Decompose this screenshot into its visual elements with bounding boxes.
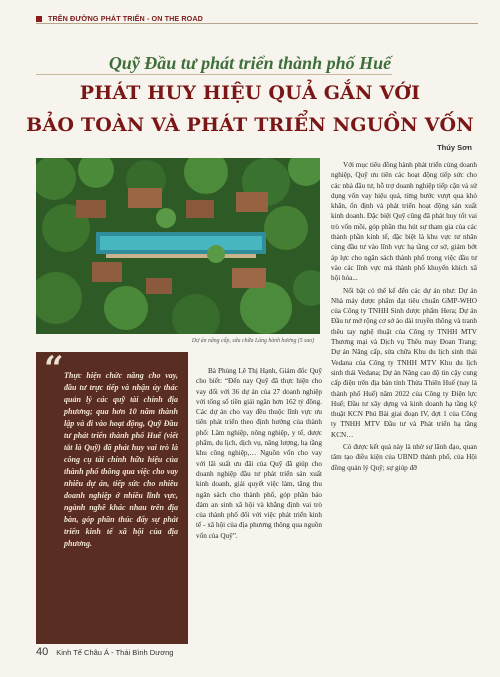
article-kicker: Quỹ Đầu tư phát triển thành phố Huế bbox=[108, 53, 392, 73]
quote-mark-icon: “ bbox=[44, 349, 64, 389]
headline-line-2: BẢO TOÀN VÀ PHÁT TRIỂN NGUỒN VỐN bbox=[26, 114, 474, 136]
body-column-middle: Bà Phùng Lê Thị Hạnh, Giám đốc Quỹ cho biết: “Đến nay Quỹ đã thực hiện cho vay đối với 36 dự án của 27 doanh nghiệp với tổng số tiền giải ngân hơn 162 tỷ đồng. Các dự án cho vay đều thuộc lĩnh vực ưu tiên phát triển theo định hướng của thành phố: Lâm nghiệp, nông nghiệp, y tế, dược phẩm, du lịch, dịch vụ, năng lượng, hạ tầng khu công nghiệp,… Nguồn vốn cho vay với lãi suất ưu đãi của Quỹ đã giúp cho doanh nghiệp đầu tư phát triển sản xuất kinh doanh, giải quyết việc làm, tăng thu ngân sách cho thành phố, góp phần bảo đảm an sinh xã hội và khẳng định vai trò của thành phố đối với việc phát triển kinh tế - xã hội của địa phương thông qua nguồn vốn của Quỹ”. bbox=[196, 367, 322, 540]
photo-caption: Dự án nâng cấp, sửa chữa Làng hành hương (5 sao) bbox=[191, 338, 315, 344]
body-column-right bbox=[331, 160, 477, 475]
journal-name: Kinh Tế Châu Á - Thái Bình Dương bbox=[56, 648, 174, 657]
body-paragraph: Nổi bật có thể kể đến các dự án như: Dự án Nhà máy dược phẩm đạt tiêu chuẩn GMP-WHO của Công ty TNHH Sinh dược phẩm Hera; Dự án Đầu tư mở rộng cơ sở ảo dài truyền thông và tranh thêu tay nghệ thuật của Công ty TNHH MTV Thương mại và Dịch vụ Thêu may Đoan Trang; Dự án Nâng cấp, sửa chữa Khu du lịch sinh thái Vedana của Công ty TNHH MTV Khu du lịch sinh thái Vedana; Dự án Nâng cao độ tin cậy cung cấp điện trên địa bàn tỉnh Thừa Thiên Huế (nay là thành phố Huế) năm 2022 của Công ty Điện lực Huế; Đầu tư xây dựng và kinh doanh hạ tầng kỹ thuật KCN Phú Bài giai đoạn IV, đợt 1 của Công ty TNHH MTV Đầu tư và Phát triển hạ tầng KCN… bbox=[331, 286, 477, 439]
body-paragraph: Có được kết quả này là nhờ sự lãnh đạo, quan tâm tạo điều kiện của UBND thành phố, của Hội đồng quản lý Quỹ; sự giúp đỡ bbox=[331, 443, 477, 472]
kicker-rule bbox=[36, 74, 392, 75]
section-label: TRÊN ĐƯỜNG PHÁT TRIỂN - ON THE ROAD bbox=[48, 14, 203, 23]
headline-line-1: PHÁT HUY HIỆU QUẢ GẮN VỚI bbox=[79, 82, 421, 104]
top-rule bbox=[36, 23, 478, 24]
page-number: 40 bbox=[36, 646, 49, 658]
pull-quote bbox=[36, 349, 188, 644]
author-byline: Thúy Sơn bbox=[437, 143, 472, 152]
section-marker bbox=[36, 16, 42, 22]
pull-quote-text: Thực hiện chức năng cho vay, đầu tư trực tiếp và nhận ủy thác quản lý các quỹ tài chính địa phương; qua hơn 10 năm thành lập và đi vào hoạt động, Quỹ Đầu tư phát triển thành phố Huế (viết tắt là Quỹ) đã phát huy vai trò là công cụ tài chính hữu hiệu của thành phố thông qua việc cho vay nhiều dự án, tiếp sức cho nhiều doanh nghiệp ở nhiều lĩnh vực, ngành nghề khác nhau trên địa bàn, góp phần thúc đẩy sự phát triển kinh tế xã hội của địa phương. bbox=[64, 371, 178, 548]
article-photo bbox=[36, 158, 320, 334]
body-paragraph: Với mục tiêu đồng hành phát triển cùng doanh nghiệp, Quỹ ưu tiên các hoạt động tiếp sức cho các nhà đầu tư, hỗ trợ doanh nghiệp tiếp cận và sử dụng vốn vay hiệu quả, từng bước vượt qua khó khăn, ổn định và phát triển hoạt động sản xuất kinh doanh. Đặc biệt Quỹ cũng đã phát huy tốt vai trò vốn mồi, góp phần thu hút sự tham gia của các thành phần kinh tế, đặc biệt là khu vực tư nhân cùng đầu tư vào lĩnh vực hạ tầng cơ sở, giảm bớt áp lực cho ngân sách thành phố trong việc đầu tư vào các lĩnh vực mà thành phố khuyến khích xã hội hóa... bbox=[331, 161, 477, 283]
page-footer bbox=[36, 646, 173, 658]
section-tag bbox=[36, 14, 203, 23]
